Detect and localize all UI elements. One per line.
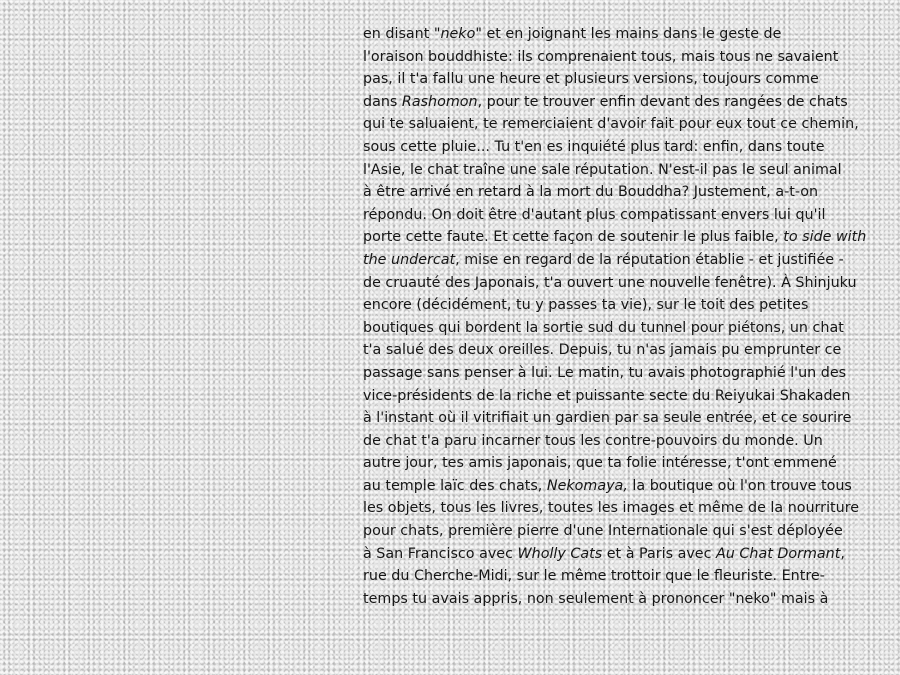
text-line xyxy=(363,46,883,69)
text-segment: passage sans penser à lui. Le matin, tu avais photographié l'un des xyxy=(363,364,847,381)
text-segment: l'oraison bouddhiste: ils comprenaient tous, mais tous ne savaient xyxy=(363,48,839,65)
text-line xyxy=(363,272,883,295)
text-line xyxy=(363,588,883,611)
text-segment: en disant " xyxy=(363,26,441,42)
text-line xyxy=(363,23,883,46)
text-line xyxy=(363,565,883,588)
text-segment: vice-présidents de la riche et puissante secte du Reiyukai Shakaden xyxy=(363,387,851,404)
text-segment: et à Paris avec xyxy=(602,545,717,562)
text-line xyxy=(363,475,883,498)
text-segment: à San Francisco avec xyxy=(363,545,518,562)
text-segment: encore (décidément, tu y passes ta vie), sur le toit des petites xyxy=(363,297,809,314)
text-segment: , xyxy=(840,545,845,562)
text-segment: autre jour, tes amis japonais, que ta folie intéresse, t'ont emmené xyxy=(363,455,837,472)
italic-text-segment: Nekomaya, xyxy=(546,477,628,494)
text-line xyxy=(363,113,883,136)
italic-text-segment: to side with xyxy=(783,229,867,246)
text-segment: rue du Cherche-Midi, sur le même trottoir que le fleuriste. Entre- xyxy=(363,568,825,585)
text-line xyxy=(363,68,883,91)
text-segment: temps tu avais appris, non seulement à prononcer "neko" mais à xyxy=(363,590,829,607)
italic-text-segment: Wholly Cats xyxy=(517,545,603,562)
text-line xyxy=(363,407,883,430)
text-segment: , mise en regard de la réputation établie - et justifiée - xyxy=(455,251,844,268)
text-segment: sous cette pluie... Tu t'en es inquiété plus tard: enfin, dans toute xyxy=(363,138,825,155)
text-line xyxy=(363,452,883,475)
text-segment: de cruauté des Japonais, t'a ouvert une nouvelle fenêtre). À Shinjuku xyxy=(363,274,857,291)
text-line xyxy=(363,249,883,272)
text-line xyxy=(363,159,883,182)
text-line xyxy=(363,385,883,408)
text-segment: à être arrivé en retard à la mort du Bouddha? Justement, a-t-on xyxy=(363,184,819,201)
text-segment: " et en joignant les mains dans le geste de xyxy=(475,26,782,42)
text-line xyxy=(363,204,883,227)
text-line xyxy=(363,317,883,340)
text-segment: la boutique où l'on trouve tous xyxy=(627,477,852,494)
text-line xyxy=(363,136,883,159)
text-line xyxy=(363,430,883,453)
text-segment: boutiques qui bordent la sortie sud du tunnel pour piétons, un chat xyxy=(363,319,844,336)
text-line xyxy=(363,497,883,520)
text-line xyxy=(363,543,883,566)
text-segment: , pour te trouver enfin devant des rangées de chats xyxy=(477,93,848,110)
text-passage xyxy=(363,23,883,610)
text-segment: de chat t'a paru incarner tous les contre-pouvoirs du monde. Un xyxy=(363,432,823,449)
text-line xyxy=(363,339,883,362)
text-line xyxy=(363,294,883,317)
text-segment: répondu. On doit être d'autant plus compatissant envers lui qu'il xyxy=(363,206,826,223)
italic-text-segment: neko xyxy=(440,26,476,42)
italic-text-segment: the undercat xyxy=(363,251,456,268)
text-segment: à l'instant où il vitrifiait un gardien par sa seule entrée, et ce sourire xyxy=(363,410,852,427)
text-segment: porte cette faute. Et cette façon de soutenir le plus faible, xyxy=(363,229,784,246)
text-line xyxy=(363,226,883,249)
text-line xyxy=(363,520,883,543)
text-line xyxy=(363,181,883,204)
text-line xyxy=(363,91,883,114)
italic-text-segment: Rashomon xyxy=(401,93,478,110)
italic-text-segment: Au Chat Dormant xyxy=(716,545,841,562)
text-segment: au temple laïc des chats, xyxy=(363,477,547,494)
text-segment: dans xyxy=(363,93,402,110)
text-segment: pour chats, première pierre d'une Internationale qui s'est déployée xyxy=(363,523,843,540)
text-segment: l'Asie, le chat traîne une sale réputation. N'est-il pas le seul animal xyxy=(363,161,842,178)
text-segment: t'a salué des deux oreilles. Depuis, tu n'as jamais pu emprunter ce xyxy=(363,342,842,359)
text-segment: pas, il t'a fallu une heure et plusieurs versions, toujours comme xyxy=(363,71,819,88)
text-segment: qui te saluaient, te remerciaient d'avoir fait pour eux tout ce chemin, xyxy=(363,116,859,133)
text-segment: les objets, tous les livres, toutes les images et même de la nourriture xyxy=(363,500,860,517)
text-line xyxy=(363,362,883,385)
